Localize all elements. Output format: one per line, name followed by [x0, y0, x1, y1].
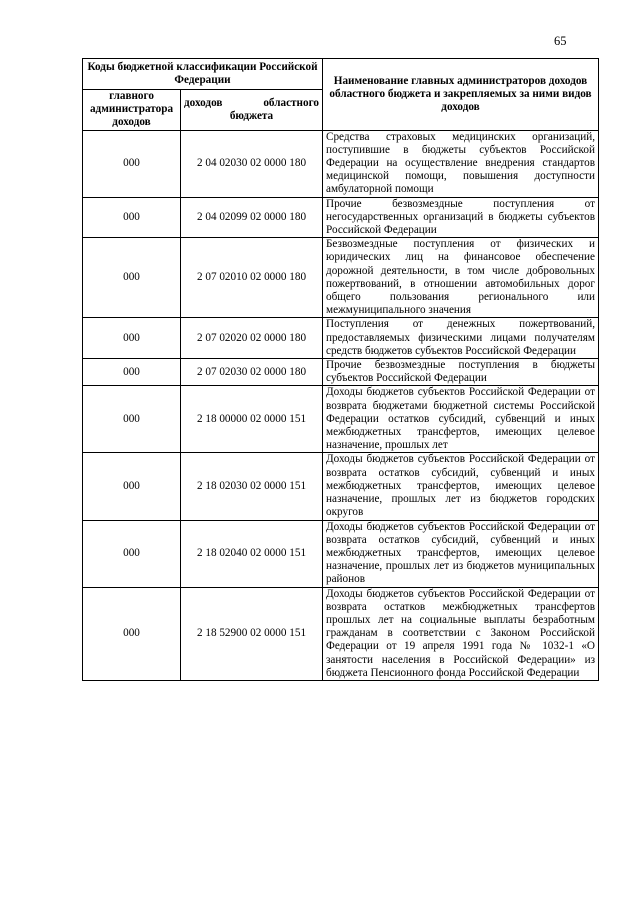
- income-code-cell: 2 18 02030 02 0000 151: [181, 453, 323, 520]
- admin-code-cell: 000: [83, 197, 181, 238]
- admin-code-cell: 000: [83, 520, 181, 587]
- description-cell: Доходы бюджетов субъектов Российской Федерации от возврата остатков субсидий, субвенций и иных межбюджетных трансфертов, имеющих целевое назначение, прошлых лет из бюджетов городских округов: [323, 453, 599, 520]
- table-row: [83, 386, 599, 453]
- table-row: [83, 130, 599, 197]
- income-code-cell: 2 04 02030 02 0000 180: [181, 130, 323, 197]
- codes-group-header: Коды бюджетной классификации Российской Федерации: [83, 59, 323, 90]
- income-code-cell: 2 07 02030 02 0000 180: [181, 359, 323, 386]
- administrator-name-header: Наименование главных администраторов доходов областного бюджета и закрепляемых за ними видов доходов: [323, 59, 599, 131]
- admin-code-cell: 000: [83, 453, 181, 520]
- table-row: [83, 359, 599, 386]
- description-cell: Прочие безвозмездные поступления от негосударственных организаций в бюджеты субъектов Российской Федерации: [323, 197, 599, 238]
- income-code-cell: 2 07 02010 02 0000 180: [181, 238, 323, 318]
- table-row: [83, 197, 599, 238]
- admin-code-cell: 000: [83, 318, 181, 359]
- income-code-cell: 2 18 00000 02 0000 151: [181, 386, 323, 453]
- admin-code-cell: 000: [83, 359, 181, 386]
- budget-classification-table: [82, 58, 599, 681]
- description-cell: Средства страховых медицинских организаций, поступившие в бюджеты субъектов Российской Федерации на осуществление внедрения стандартов медицинской помощи, повышения доступности амбулаторной помощи: [323, 130, 599, 197]
- income-code-cell: 2 04 02099 02 0000 180: [181, 197, 323, 238]
- table-row: [83, 587, 599, 680]
- admin-code-cell: 000: [83, 238, 181, 318]
- description-cell: Доходы бюджетов субъектов Российской Федерации от возврата остатков межбюджетных трансфертов прошлых лет на социальные выплаты безработным гражданам в соответствии с Законом Российской Федерации от 19 апреля 1991 года № 1032-1 «О занятости населения в Российской Федерации» из бюджета Пенсионного фонда Российской Федерации: [323, 587, 599, 680]
- header-row-top: [83, 59, 599, 90]
- description-cell: Безвозмездные поступления от физических и юридических лиц на финансовое обеспечение дорожной деятельности, в том числе добровольных пожертвований, в отношении автомобильных дорог общего пользования регионального или межмуниципального значения: [323, 238, 599, 318]
- table-row: [83, 238, 599, 318]
- admin-code-header: главного администратора доходов: [83, 90, 181, 131]
- table-row: [83, 520, 599, 587]
- admin-code-cell: 000: [83, 130, 181, 197]
- income-code-cell: 2 18 02040 02 0000 151: [181, 520, 323, 587]
- table-row: [83, 318, 599, 359]
- income-code-cell: 2 07 02020 02 0000 180: [181, 318, 323, 359]
- table-row: [83, 453, 599, 520]
- admin-code-cell: 000: [83, 587, 181, 680]
- description-cell: Поступления от денежных пожертвований, предоставляемых физическими лицами получателям средств бюджетов субъектов Российской Федерации: [323, 318, 599, 359]
- description-cell: Доходы бюджетов субъектов Российской Федерации от возврата остатков субсидий, субвенций и иных межбюджетных трансфертов, имеющих целевое назначение, прошлых лет из бюджетов муниципальных районов: [323, 520, 599, 587]
- description-cell: Прочие безвозмездные поступления в бюджеты субъектов Российской Федерации: [323, 359, 599, 386]
- income-header-word-1: доходов: [184, 96, 223, 109]
- income-header-word-3: бюджета: [229, 109, 274, 122]
- income-code-cell: 2 18 52900 02 0000 151: [181, 587, 323, 680]
- income-code-header: [181, 90, 323, 131]
- page-number: 65: [554, 34, 567, 48]
- admin-code-cell: 000: [83, 386, 181, 453]
- description-cell: Доходы бюджетов субъектов Российской Федерации от возврата бюджетами бюджетной системы Российской Федерации остатков субсидий, субвенций и иных межбюджетных трансфертов, имеющих целевое назначение, прошлых лет: [323, 386, 599, 453]
- income-header-word-2: областного: [263, 96, 319, 109]
